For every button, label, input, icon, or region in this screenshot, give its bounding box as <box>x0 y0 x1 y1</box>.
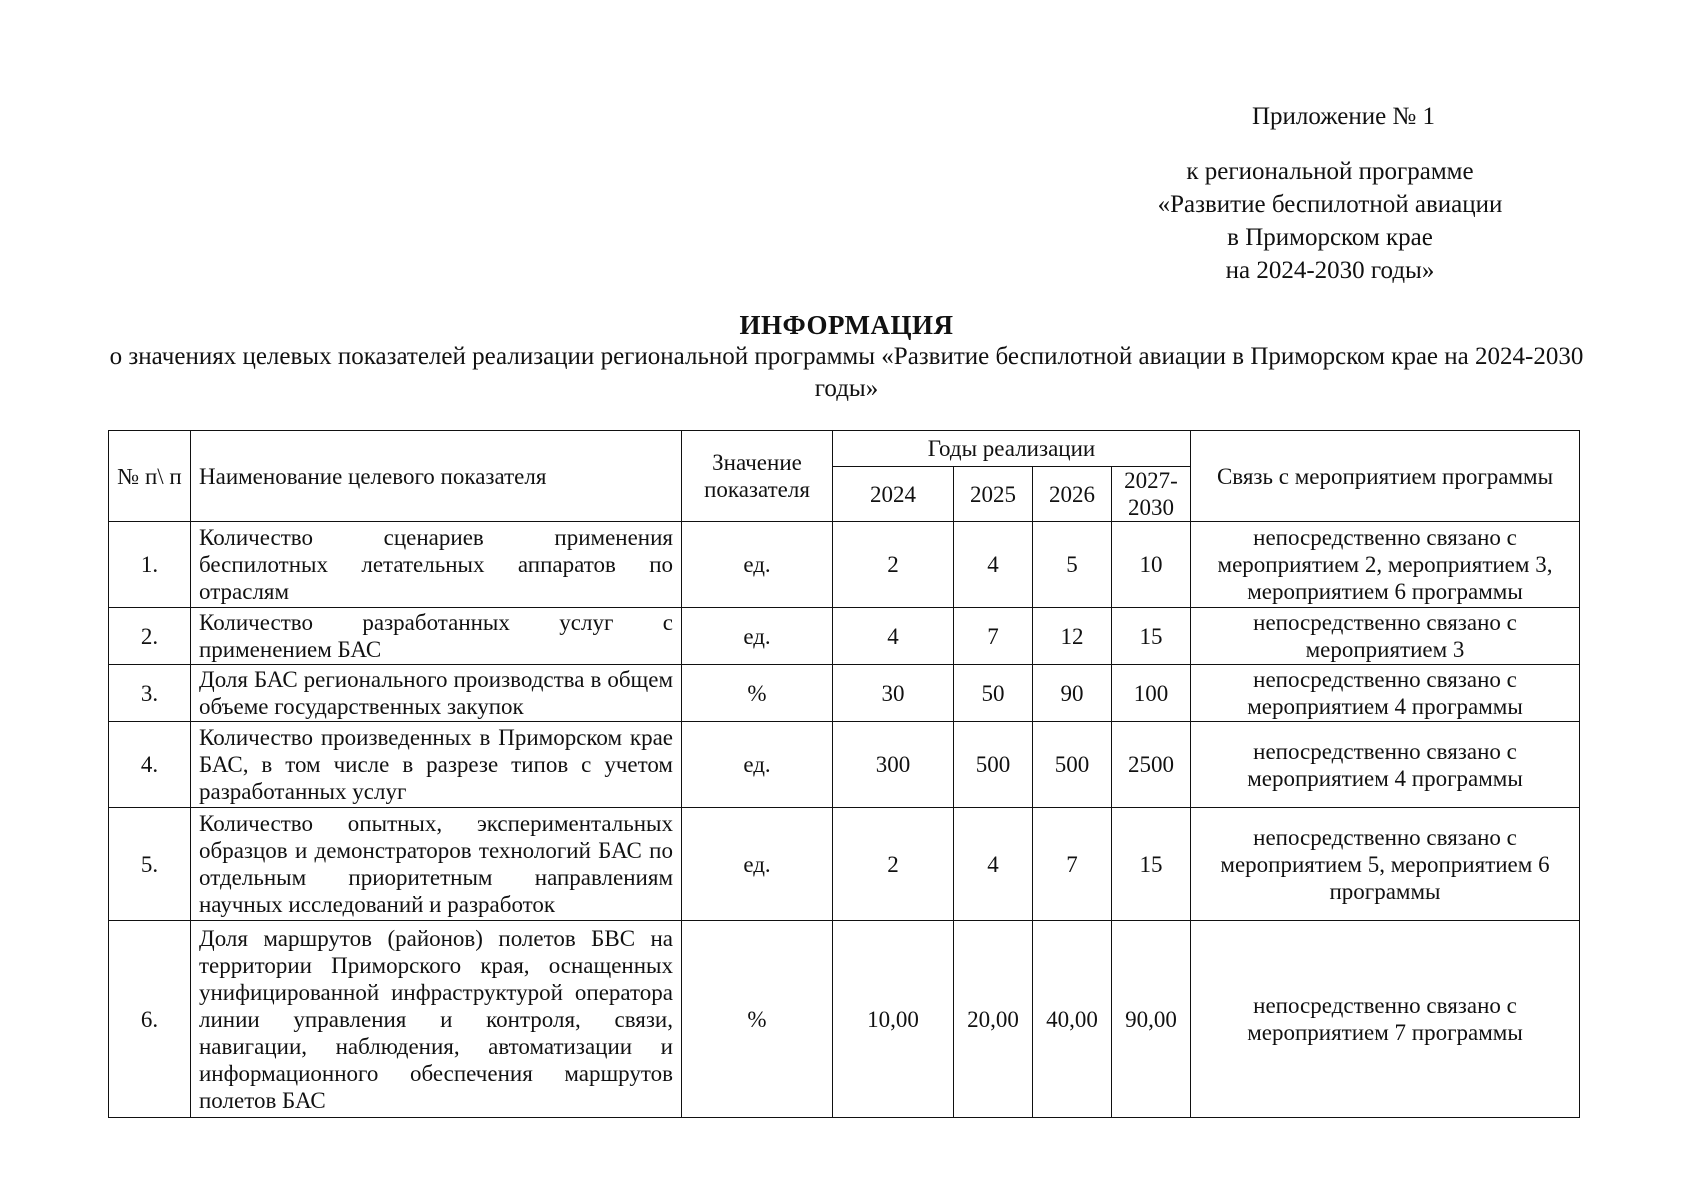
document-heading <box>0 309 1693 405</box>
document-subtitle: о значениях целевых показателей реализации региональной программы «Развитие беспилотной авиации в Приморском крае на 2024-2030 годы» <box>109 343 1584 402</box>
row-value-2024: 2 <box>833 522 954 608</box>
row-unit: % <box>682 665 833 722</box>
document-title: ИНФОРМАЦИЯ <box>739 310 954 340</box>
row-value-2024: 4 <box>833 608 954 665</box>
header-num: № п\ п <box>109 431 191 522</box>
header-years-group: Годы реализации <box>833 431 1191 467</box>
row-value-2026: 12 <box>1033 608 1112 665</box>
row-name: Количество разработанных услуг с применением БАС <box>191 608 682 665</box>
row-unit: ед. <box>682 808 833 921</box>
row-link: непосредственно связано с мероприятием 2, мероприятием 3, мероприятием 6 программы <box>1191 522 1580 608</box>
row-value-2027-2030: 100 <box>1112 665 1191 722</box>
row-num: 1. <box>109 522 191 608</box>
appendix-line: «Развитие беспилотной авиации <box>1157 191 1503 218</box>
row-link: непосредственно связано с мероприятием 7 программы <box>1191 921 1580 1118</box>
row-num: 4. <box>109 722 191 808</box>
row-unit: ед. <box>682 522 833 608</box>
appendix-line: к региональной программе <box>1186 158 1474 185</box>
row-value-2025: 4 <box>954 808 1033 921</box>
row-value-2027-2030: 15 <box>1112 608 1191 665</box>
row-link: непосредственно связано с мероприятием 5, мероприятием 6 программы <box>1191 808 1580 921</box>
appendix-block <box>1157 100 1580 287</box>
row-value-2024: 30 <box>833 665 954 722</box>
row-value-2025: 500 <box>954 722 1033 808</box>
table-header-row <box>109 431 1580 467</box>
row-value-2026: 7 <box>1033 808 1112 921</box>
row-num: 2. <box>109 608 191 665</box>
header-link: Связь с мероприятием программы <box>1191 431 1580 522</box>
header-year: 2027-2030 <box>1112 467 1191 522</box>
row-name: Доля БАС регионального производства в общем объеме государственных закупок <box>191 665 682 722</box>
row-value-2024: 2 <box>833 808 954 921</box>
row-num: 3. <box>109 665 191 722</box>
table-row <box>109 608 1580 665</box>
row-value-2026: 500 <box>1033 722 1112 808</box>
row-value-2026: 5 <box>1033 522 1112 608</box>
row-value-2025: 7 <box>954 608 1033 665</box>
row-value-2025: 4 <box>954 522 1033 608</box>
row-unit: ед. <box>682 608 833 665</box>
row-value-2027-2030: 90,00 <box>1112 921 1191 1118</box>
header-name: Наименование целевого показателя <box>191 431 682 522</box>
table-row <box>109 665 1580 722</box>
row-link: непосредственно связано с мероприятием 3 <box>1191 608 1580 665</box>
row-unit: ед. <box>682 722 833 808</box>
row-name: Количество сценариев применения беспилотных летательных аппаратов по отраслям <box>191 522 682 608</box>
header-year: 2025 <box>954 467 1033 522</box>
row-value-2024: 10,00 <box>833 921 954 1118</box>
row-value-2026: 40,00 <box>1033 921 1112 1118</box>
table-row <box>109 921 1580 1118</box>
row-value-2024: 300 <box>833 722 954 808</box>
row-link: непосредственно связано с мероприятием 4 программы <box>1191 722 1580 808</box>
appendix-description <box>1120 155 1540 287</box>
table-row <box>109 522 1580 608</box>
row-value-2027-2030: 2500 <box>1112 722 1191 808</box>
row-value-2025: 50 <box>954 665 1033 722</box>
table-row <box>109 722 1580 808</box>
row-value-2025: 20,00 <box>954 921 1033 1118</box>
row-num: 6. <box>109 921 191 1118</box>
appendix-line: в Приморском крае <box>1227 224 1433 251</box>
row-value-2027-2030: 15 <box>1112 808 1191 921</box>
row-name: Количество опытных, экспериментальных образцов и демонстраторов технологий БАС по отдельным приоритетным направлениям научных исследований и разработок <box>191 808 682 921</box>
header-year: 2024 <box>833 467 954 522</box>
appendix-number: Приложение № 1 <box>1252 103 1436 130</box>
row-value-2027-2030: 10 <box>1112 522 1191 608</box>
row-unit: % <box>682 921 833 1118</box>
header-unit: Значение показателя <box>682 431 833 522</box>
table-row <box>109 808 1580 921</box>
row-name: Доля маршрутов (районов) полетов БВС на территории Приморского края, оснащенных унифицированной инфраструктурой оператора линии управления и контроля, связи, навигации, наблюдения, автоматизации и информационного обеспечения маршрутов полетов БАС <box>191 921 682 1118</box>
header-year: 2026 <box>1033 467 1112 522</box>
row-value-2026: 90 <box>1033 665 1112 722</box>
row-link: непосредственно связано с мероприятием 4 программы <box>1191 665 1580 722</box>
indicators-table <box>108 430 1580 1118</box>
appendix-line: на 2024-2030 годы» <box>1225 257 1435 284</box>
row-name: Количество произведенных в Приморском крае БАС, в том числе в разрезе типов с учетом разработанных услуг <box>191 722 682 808</box>
row-num: 5. <box>109 808 191 921</box>
